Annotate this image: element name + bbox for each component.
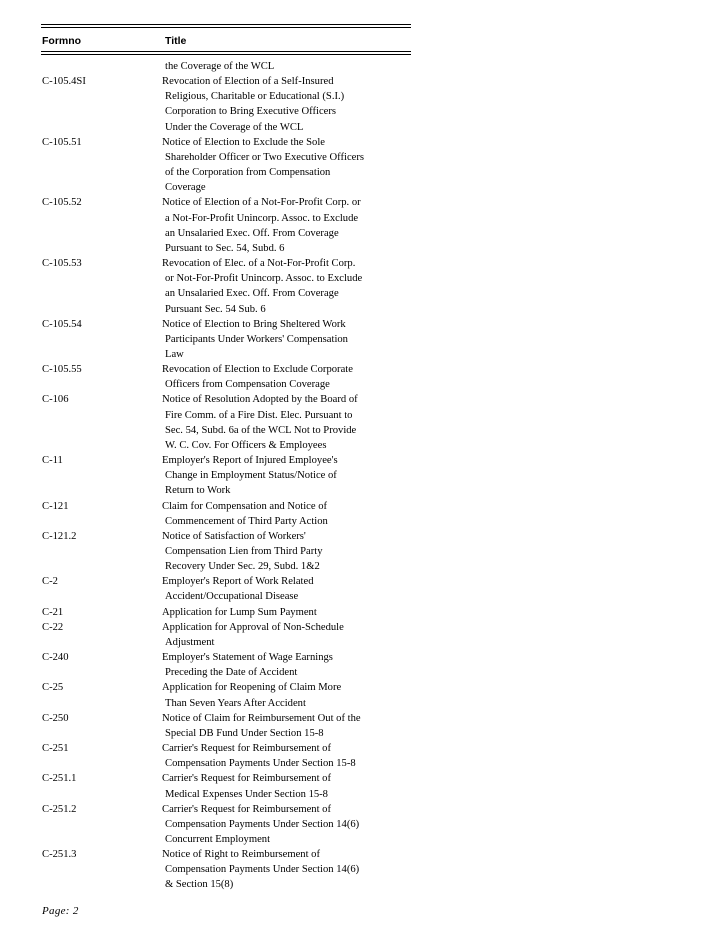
form-title-line: Preceding the Date of Accident [165, 667, 298, 679]
header-rule-2 [41, 54, 411, 55]
form-title-line: Employer's Statement of Wage Earnings [162, 652, 333, 664]
column-header-title: Title [165, 35, 187, 47]
form-number: C-11 [42, 455, 63, 467]
form-title-line: Compensation Payments Under Section 14(6) [165, 864, 360, 876]
form-title-line: an Unsalaried Exec. Off. From Coverage [165, 227, 339, 239]
form-title [162, 620, 442, 650]
table-row [42, 256, 442, 317]
table-row [42, 317, 442, 362]
form-title-line: Concurrent Employment [165, 833, 271, 845]
form-title [162, 802, 442, 847]
table-row [42, 362, 442, 392]
form-title-line: W. C. Cov. For Officers & Employees [165, 439, 327, 451]
form-title-line: Pursuant Sec. 54 Sub. 6 [165, 303, 266, 315]
form-title [162, 317, 442, 362]
page-number: Page: 2 [42, 905, 79, 917]
form-number: C-121.2 [42, 530, 77, 542]
form-title-line: Revocation of Election to Exclude Corporate [162, 364, 353, 376]
form-title-line: Commencement of Third Party Action [165, 515, 328, 527]
form-title-line: of the Corporation from Compensation [165, 167, 331, 179]
form-number: C-106 [42, 394, 69, 406]
form-title-line: Under the Coverage of the WCL [165, 121, 304, 133]
form-number: C-250 [42, 712, 69, 724]
form-number: C-105.52 [42, 197, 82, 209]
form-title-line: Application for Reopening of Claim More [162, 682, 342, 694]
forms-table [42, 59, 442, 893]
form-title-line: Sec. 54, Subd. 6a of the WCL Not to Provide [165, 424, 357, 436]
form-title-line: Notice of Election to Bring Sheltered Work [162, 318, 346, 330]
table-row [42, 453, 442, 498]
form-title [162, 847, 442, 892]
table-row [42, 847, 442, 892]
form-title-line: Notice of Right to Reimbursement of [162, 849, 320, 861]
form-title [162, 741, 442, 771]
table-row [42, 392, 442, 453]
form-title-line: Notice of Election of a Not-For-Profit Corp. or [162, 197, 361, 209]
form-title-line: Than Seven Years After Accident [165, 697, 306, 709]
table-row [42, 605, 442, 620]
form-title-line: Pursuant to Sec. 54, Subd. 6 [165, 242, 285, 254]
form-title-line: the Coverage of the WCL [165, 61, 275, 72]
form-title-line: Carrier's Request for Reimbursement of [162, 743, 332, 755]
header-rule-1 [41, 51, 411, 52]
form-title [162, 74, 442, 135]
form-number: C-25 [42, 682, 64, 694]
form-title-line: Adjustment [165, 636, 215, 648]
form-number: C-105.53 [42, 258, 82, 270]
form-number: C-240 [42, 652, 69, 664]
form-title [162, 605, 442, 620]
table-row [42, 650, 442, 680]
form-title-line: Special DB Fund Under Section 15-8 [165, 727, 324, 739]
form-title [162, 499, 442, 529]
form-number: C-105.55 [42, 364, 82, 376]
form-number: C-121 [42, 500, 69, 512]
form-title [162, 771, 442, 801]
form-title-line: Participants Under Workers' Compensation [165, 333, 348, 345]
form-title [162, 650, 442, 680]
table-row [42, 529, 442, 574]
form-title-line: Revocation of Elec. of a Not-For-Profit Corp. [162, 258, 356, 270]
form-title [162, 59, 442, 74]
form-title-line: Notice of Election to Exclude the Sole [162, 136, 325, 148]
form-number: C-22 [42, 621, 64, 633]
form-title-line: Claim for Compensation and Notice of [162, 500, 328, 512]
table-row [42, 74, 442, 135]
table-row [42, 711, 442, 741]
form-title-line: Medical Expenses Under Section 15-8 [165, 788, 328, 800]
form-title [162, 135, 442, 196]
form-title [162, 680, 442, 710]
form-title-line: an Unsalaried Exec. Off. From Coverage [165, 288, 339, 300]
form-title-line: Application for Lump Sum Payment [162, 606, 317, 618]
top-rule-1 [41, 24, 411, 25]
form-title-line: Corporation to Bring Executive Officers [165, 106, 337, 118]
form-title-line: Compensation Payments Under Section 14(6) [165, 818, 360, 830]
form-number: C-251.3 [42, 849, 77, 861]
form-title-line: Religious, Charitable or Educational (S.I.) [165, 91, 345, 103]
form-title-line: Notice of Claim for Reimbursement Out of the [162, 712, 361, 724]
table-row [42, 59, 442, 74]
form-title [162, 195, 442, 256]
top-rule-2 [41, 27, 411, 28]
table-row [42, 771, 442, 801]
form-title-line: Compensation Payments Under Section 15-8 [165, 758, 356, 770]
form-title-line: Accident/Occupational Disease [165, 591, 299, 603]
form-title-line: a Not-For-Profit Unincorp. Assoc. to Exclude [165, 212, 359, 224]
form-title-line: Recovery Under Sec. 29, Subd. 1&2 [165, 561, 320, 573]
column-header-formno: Formno [42, 35, 82, 47]
form-title-line: Shareholder Officer or Two Executive Officers [165, 151, 364, 163]
form-number: C-105.54 [42, 318, 82, 330]
form-title-line: Carrier's Request for Reimbursement of [162, 803, 332, 815]
form-title-line: Employer's Report of Injured Employee's [162, 455, 338, 467]
form-title [162, 256, 442, 317]
form-title-line: Coverage [165, 182, 206, 194]
form-title-line: Carrier's Request for Reimbursement of [162, 773, 332, 785]
form-title [162, 529, 442, 574]
form-number: C-105.51 [42, 136, 82, 148]
form-title [162, 362, 442, 392]
form-title [162, 574, 442, 604]
table-row [42, 574, 442, 604]
table-row [42, 741, 442, 771]
form-number: C-2 [42, 576, 58, 588]
form-title-line: Return to Work [165, 485, 231, 497]
form-title-line: Compensation Lien from Third Party [165, 546, 323, 557]
table-header [42, 35, 412, 49]
form-title-line: Employer's Report of Work Related [162, 576, 314, 588]
form-title-line: Notice of Resolution Adopted by the Board of [162, 394, 358, 406]
form-number: C-105.4SI [42, 76, 86, 88]
form-number: C-251 [42, 743, 69, 755]
form-number: C-21 [42, 606, 64, 618]
table-row [42, 135, 442, 196]
form-title [162, 711, 442, 741]
table-row [42, 499, 442, 529]
table-row [42, 680, 442, 710]
form-title [162, 453, 442, 498]
table-row [42, 620, 442, 650]
table-row [42, 802, 442, 847]
form-title [162, 392, 442, 453]
form-title-line: Officers from Compensation Coverage [165, 379, 330, 391]
form-title-line: Fire Comm. of a Fire Dist. Elec. Pursuant to [165, 409, 353, 421]
form-number: C-251.2 [42, 803, 77, 815]
form-title-line: Application for Approval of Non-Schedule [162, 621, 344, 633]
form-title-line: Revocation of Election of a Self-Insured [162, 76, 334, 88]
form-title-line: Law [165, 348, 184, 360]
form-title-line: Notice of Satisfaction of Workers' [162, 530, 306, 542]
form-title-line: Change in Employment Status/Notice of [165, 470, 337, 482]
form-number: C-251.1 [42, 773, 77, 785]
form-title-line: & Section 15(8) [165, 879, 234, 891]
table-row [42, 195, 442, 256]
form-title-line: or Not-For-Profit Unincorp. Assoc. to Exclude [165, 273, 363, 285]
